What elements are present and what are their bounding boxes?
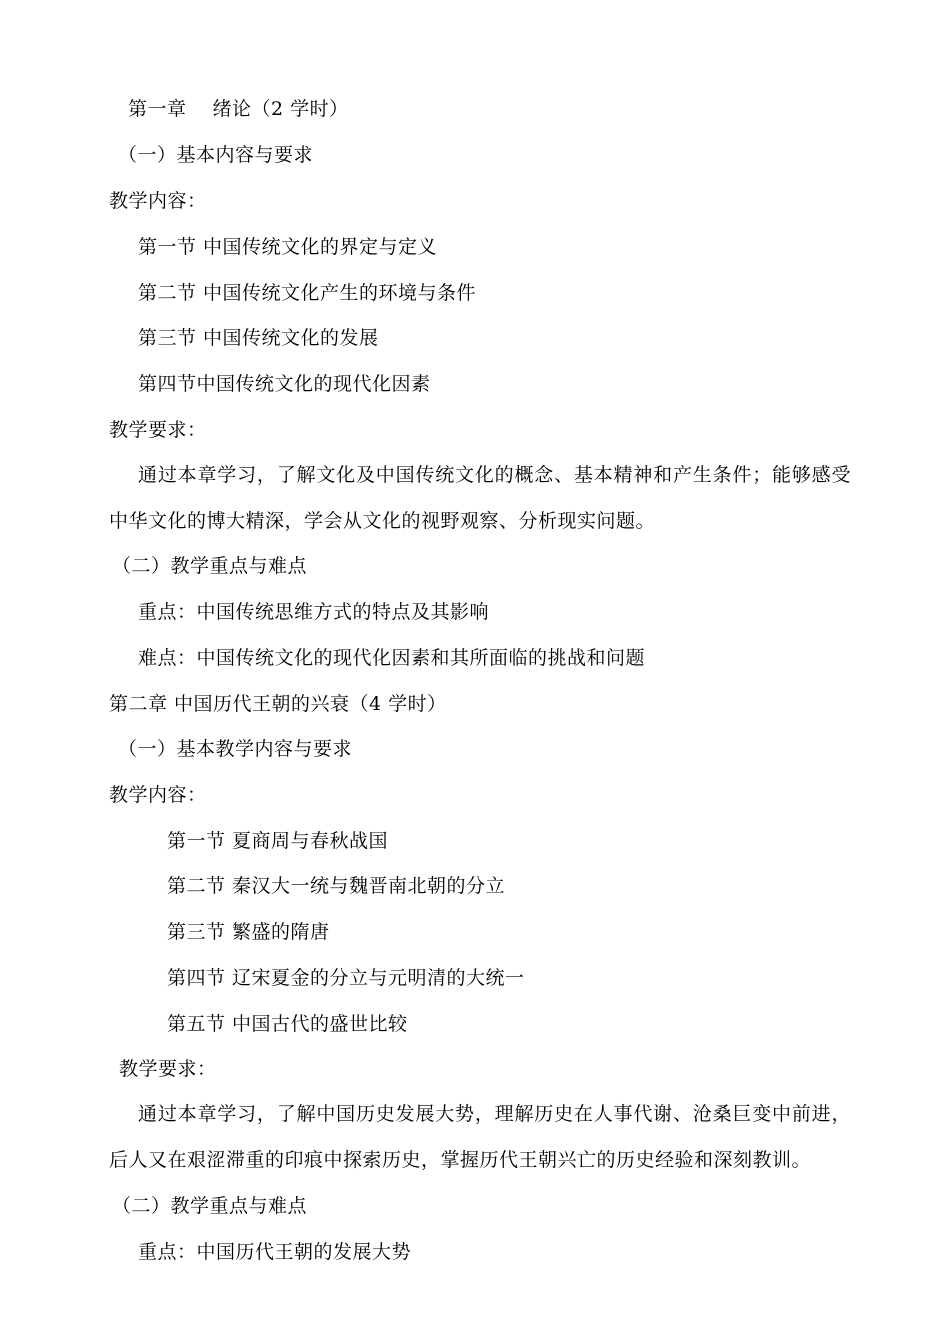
chapter-2-content-label: 教学内容：: [109, 784, 207, 806]
chapter-1-key-point: 重点：中国传统思维方式的特点及其影响: [138, 601, 490, 623]
chapter-2-requirements-label: 教学要求：: [119, 1058, 217, 1080]
chapter-1-section-item-2: 第二节 中国传统文化产生的环境与条件: [138, 282, 477, 304]
chapter-1-requirements-text: 通过本章学习，了解文化及中国传统文化的概念、基本精神和产生条件；能够感受中华文化的博大精深，学会从文化的视野观察、分析现实问题。: [109, 464, 851, 532]
chapter-1-section-item-4: 第四节中国传统文化的现代化因素: [138, 373, 431, 395]
chapter-1-section-item-1: 第一节 中国传统文化的界定与定义: [138, 236, 438, 258]
chapter-2-section-item-1: 第一节 夏商周与春秋战国: [167, 830, 389, 852]
chapter-1-requirements-label: 教学要求：: [109, 419, 207, 441]
chapter-2-section-item-4: 第四节 辽宋夏金的分立与元明清的大统一: [167, 967, 525, 989]
chapter-2-section-2-heading: （二）教学重点与难点: [112, 1195, 308, 1217]
chapter-1-section-item-3: 第三节 中国传统文化的发展: [138, 327, 379, 349]
chapter-1-title: 第一章 绪论（2 学时）: [128, 98, 349, 120]
chapter-2-title: 第二章 中国历代王朝的兴衰（4 学时）: [109, 693, 447, 715]
chapter-1-section-2-heading: （二）教学重点与难点: [112, 555, 308, 577]
chapter-2-section-item-5: 第五节 中国古代的盛世比较: [167, 1013, 408, 1035]
chapter-2-section-1-heading: （一）基本教学内容与要求: [118, 738, 353, 760]
chapter-2-requirements-text: 通过本章学习，了解中国历史发展大势，理解历史在人事代谢、沧桑巨变中前进，后人又在艰涩滞重的印痕中探索历史，掌握历代王朝兴亡的历史经验和深刻教训。: [109, 1103, 851, 1171]
chapter-2-key-point: 重点：中国历代王朝的发展大势: [138, 1241, 412, 1263]
chapter-2-section-item-3: 第三节 繁盛的隋唐: [167, 921, 330, 943]
chapter-1-content-label: 教学内容：: [109, 190, 207, 212]
chapter-1-section-1-heading: （一）基本内容与要求: [118, 144, 314, 166]
chapter-1-difficult-point: 难点：中国传统文化的现代化因素和其所面临的挑战和问题: [138, 647, 646, 669]
chapter-2-section-item-2: 第二节 秦汉大一统与魏晋南北朝的分立: [167, 875, 506, 897]
